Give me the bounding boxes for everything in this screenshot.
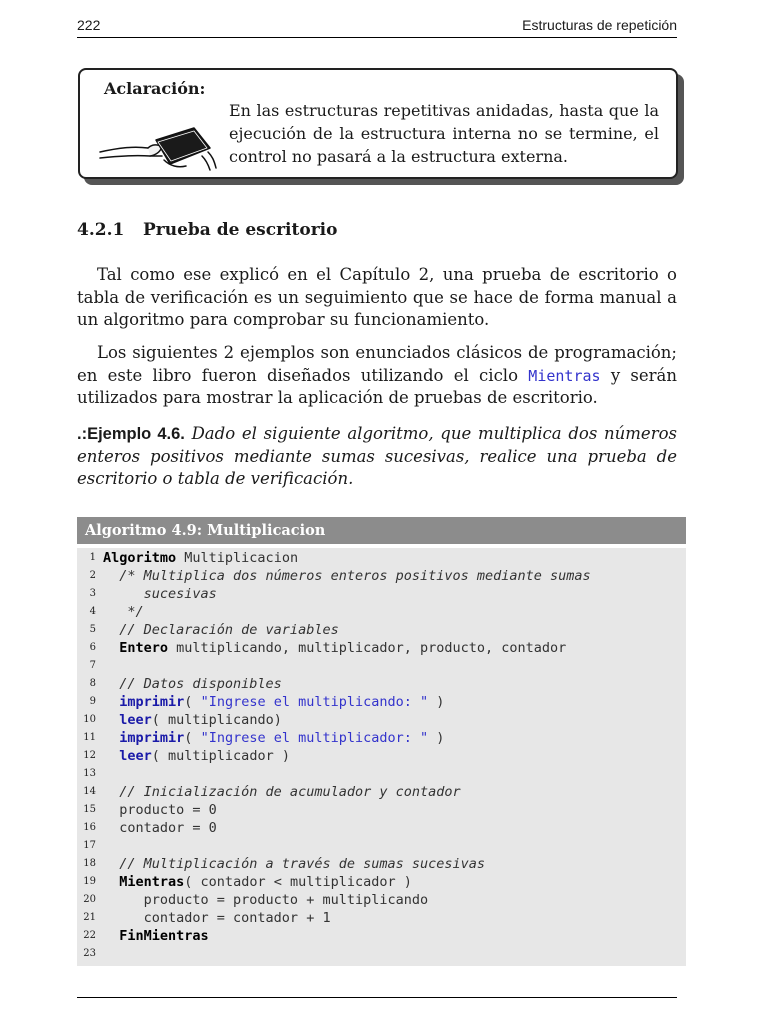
code-token: */ [103,604,144,620]
code-token: sucesivas [103,586,217,602]
line-number: 20 [83,894,96,905]
code-text [103,819,217,837]
line-number: 5 [89,624,96,635]
code-text [103,585,217,603]
code-line [77,675,686,693]
code-text [103,873,412,891]
code-line [77,639,686,657]
code-token: leer [119,748,152,764]
code-token [103,640,119,656]
code-token: ( multiplicador ) [151,748,290,764]
line-number: 23 [83,948,96,959]
code-line [77,801,686,819]
code-token: contador = 0 [103,820,217,836]
line-number: 21 [83,912,96,923]
hands-holding-book-icon [98,122,218,174]
code-line [77,855,686,873]
line-number: 9 [89,696,96,707]
code-text [103,621,339,639]
code-text [103,747,290,765]
example-text: Dado el siguiente algoritmo, que multiplica dos números enteros positivos mediante sumas sucesivas, realice una prueba de escritorio o tabla de verificación. [77,424,677,488]
code-token: Entero [119,640,169,656]
code-token: contador = contador + 1 [103,910,331,926]
code-token: ) [428,694,445,710]
code-token: ) [428,730,445,746]
code-line [77,747,686,765]
example-label: .:Ejemplo 4.6. [77,425,185,443]
paragraph-1: Tal como ese explicó en el Capítulo 2, una prueba de escritorio o tabla de verificación es un seguimiento que se hace de forma manual a un algoritmo para comprobar su funcionamiento. [77,265,677,329]
code-token: Multiplicacion [176,550,299,566]
line-number: 1 [89,552,96,563]
code-token [103,874,119,890]
code-token [103,694,119,710]
line-number: 7 [89,660,96,671]
code-line [77,909,686,927]
line-number: 10 [83,714,96,725]
code-token: leer [119,712,152,728]
code-line [77,693,686,711]
inline-code-mientras: Mientras [528,366,601,385]
code-line [77,783,686,801]
code-line [77,873,686,891]
listing-caption: Algoritmo 4.9: Multiplicacion [77,517,686,544]
line-number: 2 [89,570,96,581]
code-token: "Ingrese el multiplicando: " [200,694,429,710]
code-line [77,891,686,909]
code-text [103,801,217,819]
paragraph-2-text-b: y serán utilizados para mostrar la aplicación de pruebas de escritorio. [77,365,677,407]
running-title: Estructuras de repetición [522,17,677,33]
code-listing [77,548,686,966]
code-token: ( multiplicando) [151,712,282,728]
code-token: imprimir [119,730,185,746]
note-box [78,68,678,179]
line-number: 22 [83,930,96,941]
code-line [77,927,686,945]
line-number: 16 [83,822,96,833]
code-text [103,783,461,801]
line-number: 6 [89,642,96,653]
code-line [77,819,686,837]
line-number: 17 [83,840,96,851]
line-number: 4 [89,606,96,617]
code-text [103,891,428,909]
code-token: Mientras [119,874,185,890]
paragraph-2-text-a: Los siguientes 2 ejemplos son enunciados clásicos de programación; en este libro fueron diseñados utilizando el ciclo [77,343,677,385]
code-text [103,639,566,657]
code-text [103,909,331,927]
footer-rule [77,997,677,998]
code-token: ( contador < multiplicador ) [184,874,412,890]
code-text [103,675,282,693]
code-token: // Inicialización de acumulador y contador [103,784,461,800]
code-token: Algoritmo [103,550,177,566]
line-number: 11 [83,732,96,743]
line-number: 13 [83,768,96,779]
code-text [103,603,144,621]
code-line [77,621,686,639]
code-token [103,712,119,728]
code-line [77,549,686,567]
code-text [103,927,209,945]
line-number: 19 [83,876,96,887]
code-text [103,567,591,585]
code-line [77,603,686,621]
section-title: Prueba de escritorio [143,220,338,240]
code-token: // Multiplicación a través de sumas sucesivas [103,856,486,872]
code-token: ( [184,730,201,746]
code-line [77,837,686,855]
code-text [103,711,282,729]
code-text [103,693,444,711]
code-token: producto = 0 [103,802,217,818]
code-line [77,729,686,747]
code-line [77,765,686,783]
line-number: 12 [83,750,96,761]
code-token [103,748,119,764]
code-token: ( [184,694,201,710]
code-text [103,549,298,567]
code-token: "Ingrese el multiplicador: " [200,730,429,746]
code-token [103,730,119,746]
code-text [103,855,485,873]
line-number: 8 [89,678,96,689]
code-token: imprimir [119,694,185,710]
paragraph-2 [77,342,677,410]
code-line [77,711,686,729]
note-title: Aclaración: [104,79,206,98]
code-line [77,585,686,603]
code-token: // Declaración de variables [103,622,339,638]
code-token: producto = producto + multiplicando [103,892,429,908]
code-token: // Datos disponibles [103,676,282,692]
page-number: 222 [77,17,101,33]
code-line [77,567,686,585]
page-header [77,17,677,38]
line-number: 18 [83,858,96,869]
code-token: /* Multiplica dos números enteros positivos mediante sumas [103,568,591,584]
code-token [103,928,119,944]
example-block [77,423,677,491]
code-text [103,729,444,747]
section-heading [77,220,337,240]
note-text: En las estructuras repetitivas anidadas, hasta que la ejecución de la estructura interna no se termine, el control no pasará a la estructura externa. [229,101,659,166]
code-token: multiplicando, multiplicador, producto, contador [168,640,567,656]
line-number: 14 [83,786,96,797]
section-number: 4.2.1 [77,220,125,240]
line-number: 15 [83,804,96,815]
code-token: FinMientras [119,928,209,944]
code-line [77,945,686,963]
line-number: 3 [89,588,96,599]
code-line [77,657,686,675]
